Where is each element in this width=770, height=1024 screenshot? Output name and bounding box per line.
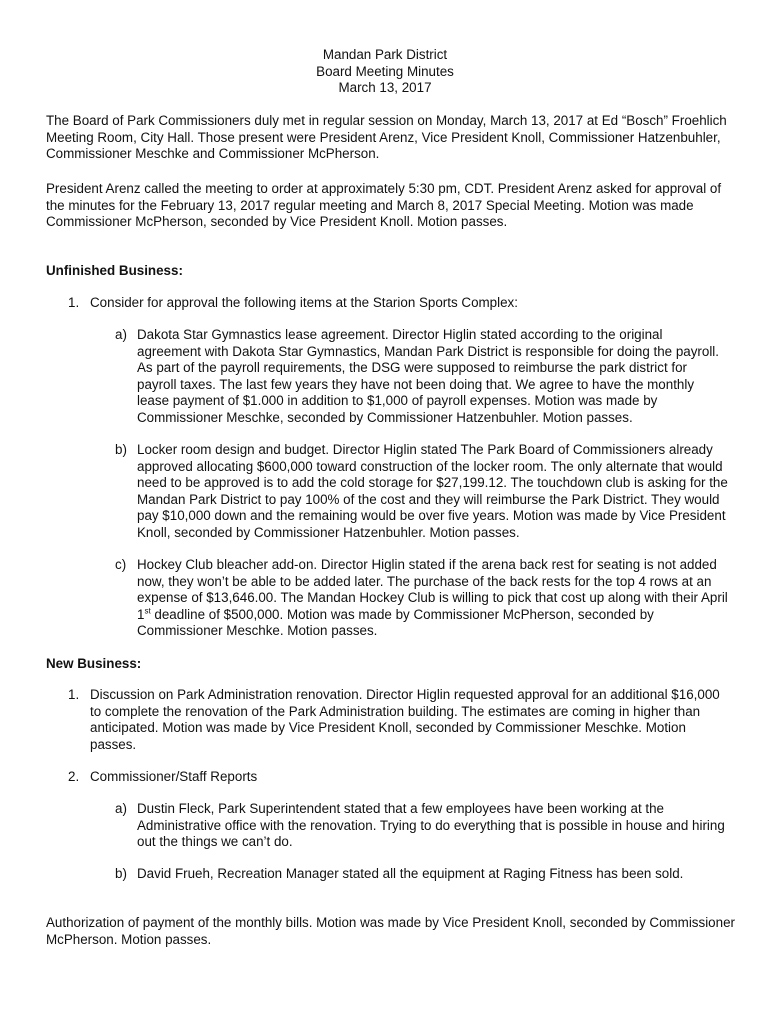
sub-item-hockey-bleacher (137, 557, 729, 640)
sub-item-park-superintendent: Dustin Fleck, Park Superintendent stated that a few employees have been working at the Administrative office with the renovation. Trying to do everything that is possible in house and hiring out the things we can’t do. (137, 801, 725, 850)
sub-item-gymnastics-lease: Dakota Star Gymnastics lease agreement. Director Higlin stated according to the original agreement with Dakota Star Gymnastics, Mandan Park District is responsible for doing the payroll. As part of the payroll requirements, the DSG were supposed to reimburse the park district for payroll taxes. The last few years they have not been doing that. We agree to have the monthly lease payment of $1.000 in addition to $1,000 of payroll expenses. Motion was made by Commissioner Meschke, seconded by Commissioner Hatzenbuhler. Motion passes. (137, 327, 720, 425)
sub-item-locker-room: Locker room design and budget. Director Higlin stated The Park Board of Commissioners already approved allocating $600,000 toward construction of the locker room. The only alternate that would need to be approved is to add the cold storage for $27,199.12. The touchdown club is asking for the Mandan Park District to pay 100% of the cost and they will reimburse the Park District. They would pay $10,000 down and the remaining would be over five years. Motion was made by Vice President Knoll, seconded by Commissioner Hatzenbuhler. Motion passes. (137, 442, 728, 540)
sub-item-marker: b) (115, 866, 127, 881)
sub-item-marker: c) (115, 557, 127, 572)
sub-item-recreation-manager: David Frueh, Recreation Manager stated all the equipment at Raging Fitness has been sold. (137, 866, 684, 881)
sub-item-marker: a) (115, 327, 127, 342)
new-item-2-reports: Commissioner/Staff Reports (90, 769, 258, 784)
intro-paragraph-attendance: The Board of Park Commissioners duly met in regular session on Monday, March 13, 2017 at Ed “Bosch” Froehlich Meeting Room, City Hall. Those present were President Arenz, Vice President Knoll, Commissioner Hatzenbuhler, Commissioner Meschke and Commissioner McPherson. (46, 113, 727, 162)
new-business-heading: New Business: (46, 656, 142, 671)
sub-item-text-part: Hockey Club bleacher add-on. Director Higlin stated if the arena back rest for seating is not added now, they won’t be able to be added later. The purchase of the back rests for the top 4 rows at an expense of $13,646.00. The Mandan Hockey Club is willing to pick that cost up along with their April 1 (137, 557, 728, 622)
org-name: Mandan Park District (322, 47, 448, 62)
meeting-date: March 13, 2017 (338, 80, 432, 96)
list-marker: 1. (68, 295, 80, 310)
ordinal-suffix: st (144, 606, 151, 616)
closing-paragraph: Authorization of payment of the monthly bills. Motion was made by Vice President Knoll, seconded by Commissioner McPherson. Motion passes. (46, 915, 735, 947)
unfinished-item-1-text: Consider for approval the following items at the Starion Sports Complex: (90, 295, 518, 310)
list-marker: 2. (68, 769, 80, 784)
document-header (0, 47, 770, 97)
list-marker: 1. (68, 687, 80, 702)
unfinished-business-heading: Unfinished Business: (46, 263, 183, 278)
intro-paragraph-call-to-order: President Arenz called the meeting to order at approximately 5:30 pm, CDT. President Arenz asked for approval of the minutes for the February 13, 2017 regular meeting and March 8, 2017 Special Meeting. Motion was made Commissioner McPherson, seconded by Vice President Knoll. Motion passes. (46, 181, 722, 230)
sub-item-marker: a) (115, 801, 127, 816)
new-item-1-renovation: Discussion on Park Administration renovation. Director Higlin requested approval for an additional $16,000 to complete the renovation of the Park Administration building. The estimates are coming in higher than anticipated. Motion was made by Vice President Knoll, seconded by Commissioner Meschke. Motion passes. (90, 687, 720, 752)
document-title: Board Meeting Minutes (316, 63, 454, 79)
sub-item-marker: b) (115, 442, 127, 457)
sub-item-text-part: deadline of $500,000. Motion was made by Commissioner McPherson, seconded by Commissioner Meschke. Motion passes. (137, 606, 654, 639)
